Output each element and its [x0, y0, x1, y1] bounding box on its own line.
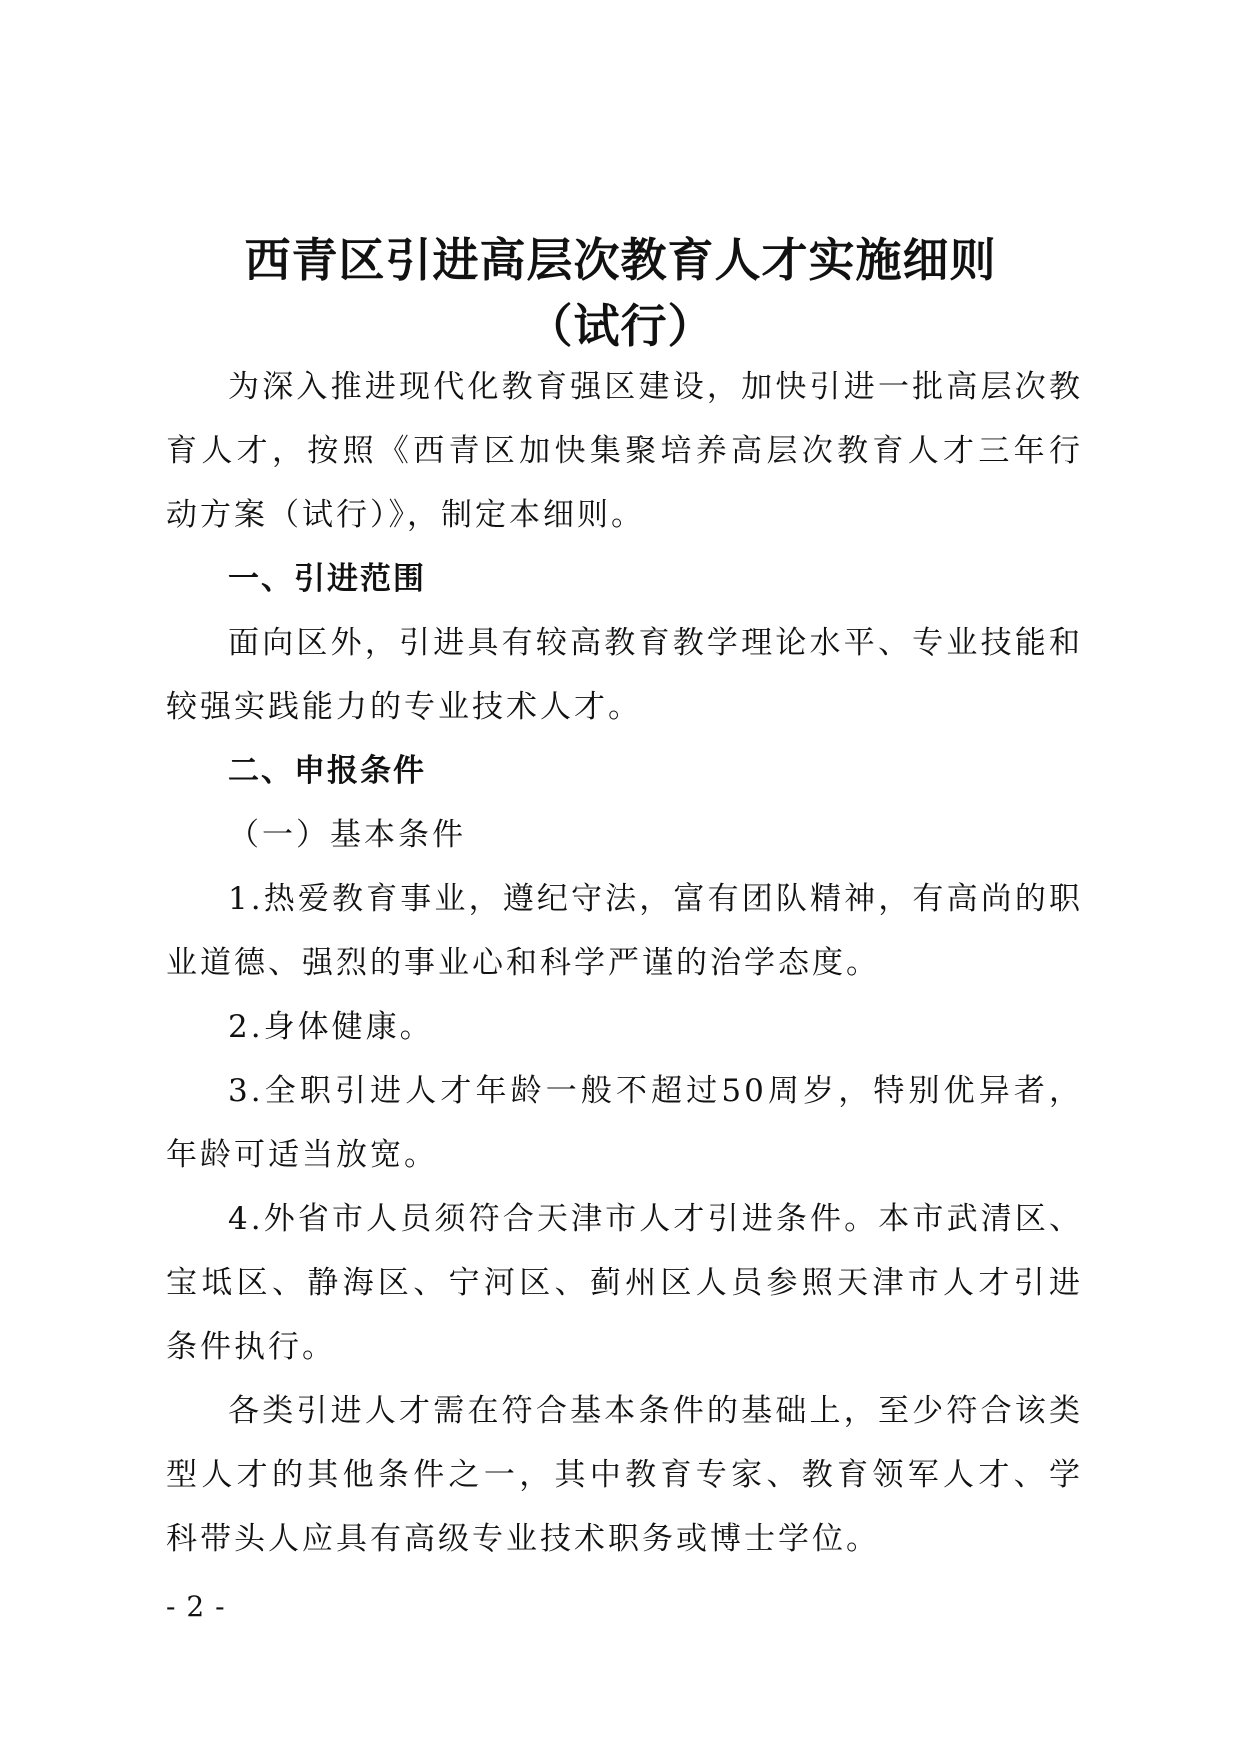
- condition-item-4: 4.外省市人员须符合天津市人才引进条件。本市武清区、宝坻区、静海区、宁河区、蓟州区人员参照天津市人才引进条件执行。: [166, 1201, 1083, 1365]
- subsection-heading-basic: （一）基本条件: [228, 817, 466, 853]
- document-body: [166, 355, 1083, 1571]
- intro-paragraph: 为深入推进现代化教育强区建设，加快引进一批高层次教育人才，按照《西青区加快集聚培养高层次教育人才三年行动方案（试行）》，制定本细则。: [166, 369, 1083, 533]
- condition-item-2: 2.身体健康。: [228, 1009, 434, 1045]
- document-subtitle: （试行）: [526, 299, 715, 353]
- document-title: 西青区引进高层次教育人才实施细则: [244, 233, 997, 287]
- page-number: - 2 -: [166, 1590, 226, 1623]
- condition-item-3: 3.全职引进人才年龄一般不超过50周岁，特别优异者，年龄可适当放宽。: [166, 1073, 1083, 1173]
- section-heading-scope: 一、引进范围: [228, 561, 426, 597]
- condition-item-1: 1.热爱教育事业，遵纪守法，富有团队精神，有高尚的职业道德、强烈的事业心和科学严谨的治学态度。: [166, 881, 1083, 981]
- scope-paragraph: 面向区外，引进具有较高教育教学理论水平、专业技能和较强实践能力的专业技术人才。: [166, 625, 1083, 725]
- section-heading-conditions: 二、申报条件: [228, 753, 426, 789]
- closing-paragraph: 各类引进人才需在符合基本条件的基础上，至少符合该类型人才的其他条件之一，其中教育专家、教育领军人才、学科带头人应具有高级专业技术职务或博士学位。: [166, 1393, 1083, 1557]
